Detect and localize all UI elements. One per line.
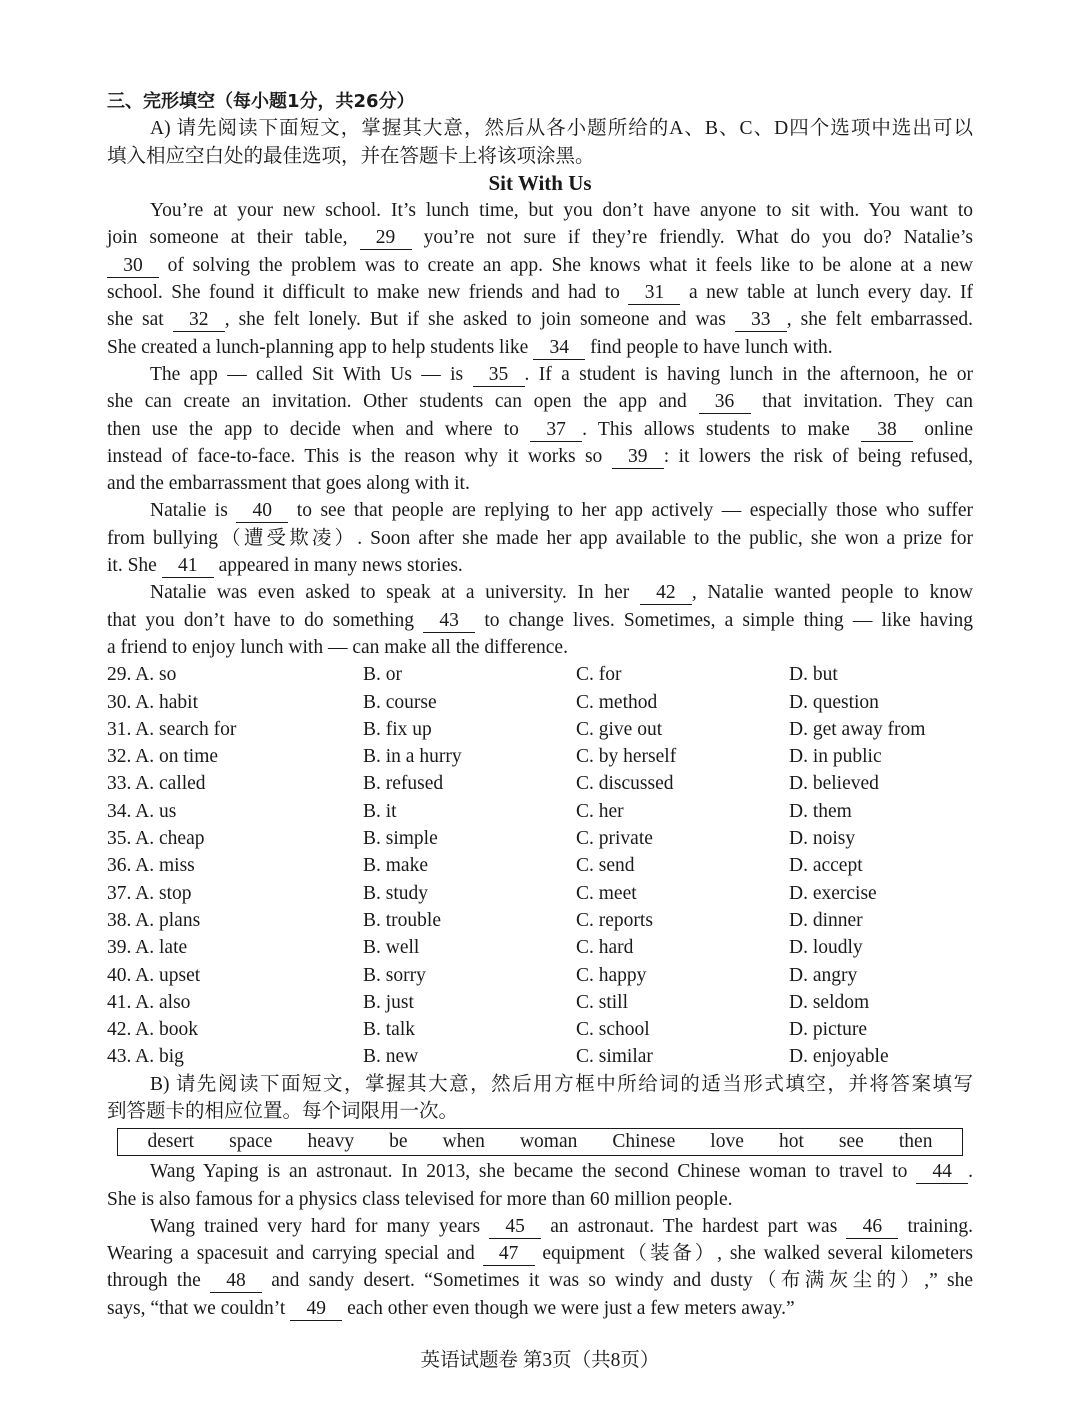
part-b-instruction-1: B) 请先阅读下面短文，掌握其大意，然后用方框中所给词的适当形式填空，并将答案填写	[150, 1073, 973, 1095]
option-d: D. believed	[789, 773, 879, 795]
passage-line	[107, 1158, 973, 1185]
option-c: C. send	[576, 855, 635, 877]
passage-line	[107, 497, 973, 524]
option-d: D. loudly	[789, 937, 863, 959]
word-box-item: heavy	[307, 1131, 355, 1153]
passage-title: Sit With Us	[488, 170, 592, 195]
option-row	[107, 661, 973, 688]
passage-line	[107, 1267, 973, 1294]
options-list	[107, 661, 973, 1070]
passage-text: The app — called Sit With Us — is	[150, 363, 473, 385]
blank-38: 38	[861, 419, 913, 442]
option-c: C. similar	[576, 1046, 653, 1068]
option-a: 42. A. book	[107, 1019, 199, 1041]
option-c: C. discussed	[576, 773, 674, 795]
passage-text: . This allows students to make	[582, 418, 862, 440]
blank-32: 32	[173, 309, 225, 332]
option-row	[107, 880, 973, 907]
option-c: C. meet	[576, 882, 637, 904]
passage-text: , she felt lonely. But if she asked to join someone and was	[224, 309, 735, 331]
page-footer: 英语试题卷 第3页（共8页）	[420, 1350, 660, 1371]
option-c: C. method	[576, 691, 658, 713]
option-row	[107, 934, 973, 961]
section-heading: 三、完形填空（每小题1分，共26分）	[107, 91, 415, 112]
option-row	[107, 743, 973, 770]
passage-text: and sandy desert. “Sometimes it was so windy and dusty（布满灰尘的）,” she	[262, 1270, 974, 1292]
option-a: 40. A. upset	[107, 964, 201, 986]
option-a: 38. A. plans	[107, 909, 201, 931]
option-b: B. simple	[363, 828, 438, 850]
option-c: C. for	[576, 664, 622, 686]
word-box-item: then	[898, 1131, 933, 1153]
option-a: 32. A. on time	[107, 746, 219, 768]
passage-text: it. She	[107, 555, 162, 577]
blank-47: 47	[483, 1243, 535, 1266]
word-box-item: see	[838, 1131, 864, 1153]
option-a: 35. A. cheap	[107, 828, 205, 850]
passage-text: that invitation. They can	[750, 391, 973, 413]
option-b: B. trouble	[363, 909, 441, 931]
option-d: D. seldom	[789, 991, 870, 1013]
passage-text: .	[968, 1161, 973, 1183]
option-row	[107, 770, 973, 797]
passage-text: that you don’t have to do something	[107, 609, 424, 631]
passage-text: Natalie was even asked to speak at a university. In her	[150, 582, 640, 604]
passage-text: training.	[898, 1215, 973, 1237]
option-b: B. talk	[363, 1019, 415, 1041]
option-a: 31. A. search for	[107, 718, 237, 740]
passage-line	[107, 197, 973, 224]
passage-text: . If a student is having lunch in the afternoon, he or	[524, 363, 973, 385]
passage-line	[107, 579, 973, 606]
blank-37: 37	[530, 419, 582, 442]
option-d: D. picture	[789, 1019, 867, 1041]
word-box-item: hot	[778, 1131, 804, 1153]
passage-text: find people to have lunch with.	[585, 336, 833, 358]
passage-text: she sat	[107, 309, 173, 331]
option-a: 34. A. us	[107, 800, 177, 822]
passage-line	[107, 388, 973, 415]
passage-text: an astronaut. The hardest part was	[541, 1215, 847, 1237]
passage-line	[107, 361, 973, 388]
page-content	[107, 88, 973, 1322]
passage-line	[107, 1240, 973, 1267]
passage-text: from bullying（遭受欺凌）. Soon after she made her app available to the public, she won a prize for	[107, 527, 973, 549]
passage-text: to see that people are replying to her app actively — especially those who suffer	[288, 500, 973, 522]
part-a-instruction-2: 填入相应空白处的最佳选项，并在答题卡上将该项涂黑。	[107, 145, 595, 167]
passage-text: each other even though we were just a few meters away.”	[342, 1297, 795, 1319]
blank-45: 45	[489, 1216, 541, 1239]
passage-text: appeared in many news stories.	[213, 555, 463, 577]
option-b: B. fix up	[363, 718, 432, 740]
passage-line	[107, 252, 973, 279]
word-box-item: when	[442, 1131, 485, 1153]
passage-text: then use the app to decide when and where to	[107, 418, 531, 440]
option-d: D. angry	[789, 964, 858, 986]
passage-line	[107, 552, 973, 579]
option-d: D. noisy	[789, 828, 856, 850]
option-d: D. enjoyable	[789, 1046, 889, 1068]
passage-line	[107, 416, 973, 443]
option-b: B. make	[363, 855, 428, 877]
passage-text: Wearing a spacesuit and carrying special and	[107, 1243, 483, 1265]
option-b: B. sorry	[363, 964, 426, 986]
option-b: B. study	[363, 882, 429, 904]
option-d: D. accept	[789, 855, 863, 877]
option-d: D. get away from	[789, 718, 926, 740]
passage-text: equipment（装备）, she walked several kilometers	[534, 1243, 973, 1265]
passage-text: She created a lunch-planning app to help students like	[107, 336, 534, 358]
option-a: 37. A. stop	[107, 882, 192, 904]
blank-43: 43	[423, 610, 475, 633]
word-box	[117, 1128, 963, 1156]
option-c: C. private	[576, 828, 653, 850]
blank-29: 29	[360, 227, 412, 250]
blank-41: 41	[162, 555, 214, 578]
option-c: C. her	[576, 800, 624, 822]
blank-35: 35	[473, 364, 525, 387]
passage-line	[107, 443, 973, 470]
passage-text: instead of face-to-face. This is the reason why it works so	[107, 445, 612, 467]
option-b: B. or	[363, 664, 402, 686]
passage-text: through the	[107, 1270, 211, 1292]
option-b: B. in a hurry	[363, 746, 462, 768]
passage-text: you’re not sure if they’re friendly. What do you do? Natalie’s	[411, 227, 973, 249]
option-row	[107, 798, 973, 825]
passage-line	[107, 634, 973, 661]
option-row	[107, 907, 973, 934]
option-row	[107, 825, 973, 852]
option-row	[107, 852, 973, 879]
blank-36: 36	[699, 391, 751, 414]
passage-text: she can create an invitation. Other students can open the app and	[107, 391, 699, 413]
blank-48: 48	[210, 1270, 262, 1293]
option-b: B. refused	[363, 773, 444, 795]
word-box-item: woman	[519, 1131, 578, 1153]
passage-text: says, “that we couldn’t	[107, 1297, 291, 1319]
option-d: D. exercise	[789, 882, 877, 904]
passage-text: join someone at their table,	[107, 227, 360, 249]
passage-a	[107, 197, 973, 661]
passage-text: of solving the problem was to create an app. She knows what it feels like to be alone at a new	[159, 254, 973, 276]
passage-text: to change lives. Sometimes, a simple thing — like having	[475, 609, 973, 631]
passage-line	[107, 334, 973, 361]
option-row	[107, 962, 973, 989]
passage-line	[107, 224, 973, 251]
option-row	[107, 716, 973, 743]
option-a: 29. A. so	[107, 664, 177, 686]
option-c: C. still	[576, 991, 629, 1013]
passage-line	[107, 1186, 973, 1213]
passage-text: You’re at your new school. It’s lunch time, but you don’t have anyone to sit with. You want to	[150, 200, 973, 222]
option-row	[107, 1016, 973, 1043]
passage-text: school. She found it difficult to make new friends and had to	[107, 282, 629, 304]
passage-text: a friend to enjoy lunch with — can make all the difference.	[107, 636, 568, 658]
passage-line	[107, 306, 973, 333]
blank-44: 44	[916, 1161, 968, 1184]
blank-42: 42	[640, 582, 692, 605]
blank-31: 31	[628, 282, 680, 305]
option-a: 36. A. miss	[107, 855, 195, 877]
passage-line	[107, 525, 973, 552]
blank-33: 33	[735, 309, 787, 332]
option-b: B. new	[363, 1046, 419, 1068]
passage-line	[107, 1213, 973, 1240]
option-c: C. happy	[576, 964, 647, 986]
option-d: D. but	[789, 664, 838, 686]
option-b: B. just	[363, 991, 414, 1013]
passage-text: online	[913, 418, 973, 440]
passage-line	[107, 607, 973, 634]
option-d: D. dinner	[789, 909, 863, 931]
option-row	[107, 989, 973, 1016]
passage-line	[107, 470, 973, 497]
passage-text: Wang trained very hard for many years	[150, 1215, 490, 1237]
blank-40: 40	[236, 500, 288, 523]
option-b: B. it	[363, 800, 397, 822]
blank-46: 46	[846, 1216, 898, 1239]
option-a: 43. A. big	[107, 1046, 184, 1068]
passage-text: Wang Yaping is an astronaut. In 2013, she became the second Chinese woman to travel to	[150, 1161, 917, 1183]
passage-text: , she felt embarrassed.	[786, 309, 974, 331]
blank-34: 34	[533, 337, 585, 360]
passage-text: a new table at lunch every day. If	[680, 282, 973, 304]
blank-30: 30	[107, 255, 159, 278]
passage-text: : it lowers the risk of being refused,	[663, 445, 974, 467]
word-box-item: love	[710, 1131, 744, 1153]
option-c: C. give out	[576, 718, 663, 740]
option-a: 41. A. also	[107, 991, 191, 1013]
word-box-item: space	[229, 1131, 273, 1153]
option-b: B. course	[363, 691, 437, 713]
passage-text: She is also famous for a physics class televised for more than 60 million people.	[107, 1188, 733, 1210]
option-c: C. hard	[576, 937, 634, 959]
passage-line	[107, 1295, 973, 1322]
option-row	[107, 689, 973, 716]
passage-text: Natalie is	[150, 500, 237, 522]
passage-b	[107, 1158, 973, 1322]
word-box-item: be	[389, 1131, 408, 1153]
blank-49: 49	[290, 1298, 342, 1321]
passage-text: and the embarrassment that goes along with it.	[107, 473, 470, 495]
blank-39: 39	[612, 446, 664, 469]
option-b: B. well	[363, 937, 420, 959]
option-d: D. in public	[789, 746, 882, 768]
option-a: 39. A. late	[107, 937, 188, 959]
part-b-instruction-2: 到答题卡的相应位置。每个词限用一次。	[107, 1100, 459, 1122]
option-c: C. by herself	[576, 746, 677, 768]
option-c: C. reports	[576, 909, 653, 931]
passage-text: , Natalie wanted people to know	[691, 582, 973, 604]
option-d: D. question	[789, 691, 879, 713]
option-a: 30. A. habit	[107, 691, 198, 713]
word-box-item: Chinese	[612, 1131, 676, 1153]
word-box-item: desert	[147, 1131, 195, 1153]
part-a-instruction-1: A) 请先阅读下面短文，掌握其大意，然后从各小题所给的A、B、C、D四个选项中选出可以	[150, 118, 973, 140]
option-c: C. school	[576, 1019, 650, 1041]
option-a: 33. A. called	[107, 773, 206, 795]
passage-line	[107, 279, 973, 306]
option-row	[107, 1043, 973, 1070]
option-d: D. them	[789, 800, 852, 822]
